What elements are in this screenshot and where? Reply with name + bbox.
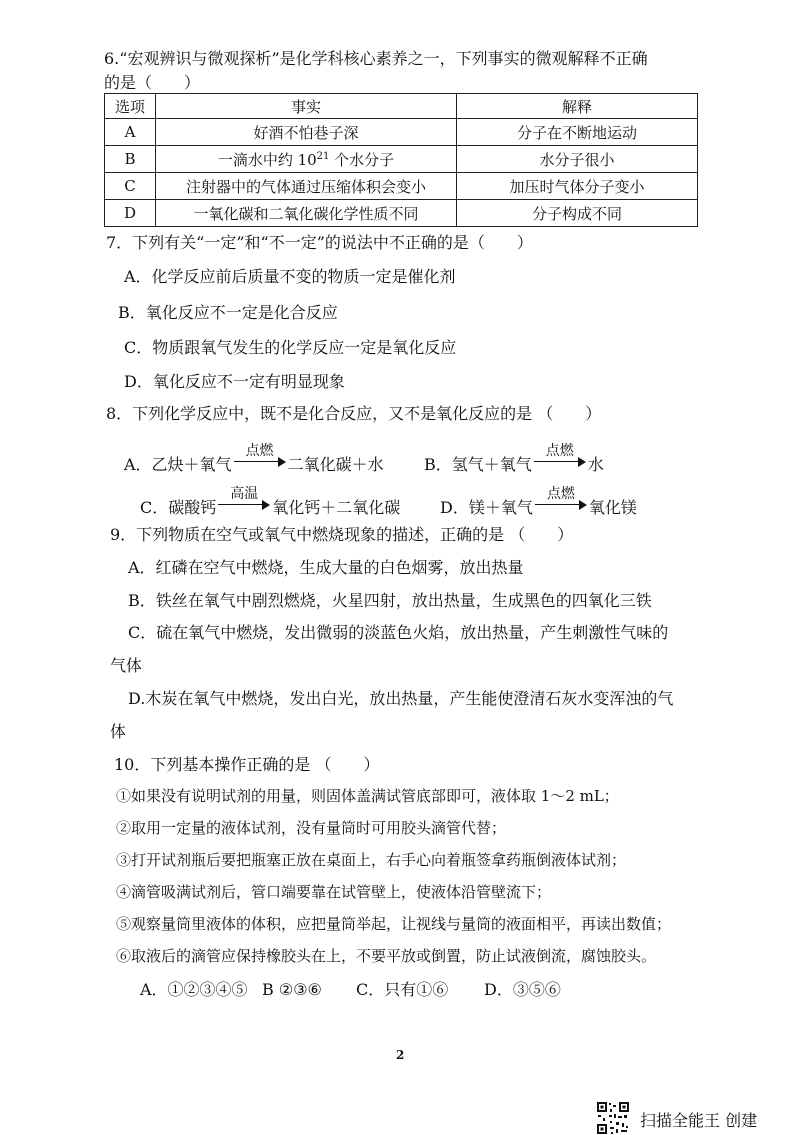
reactants: C．碳酸钙: [140, 498, 217, 517]
products: 氧化钙＋二氧化碳: [272, 498, 401, 517]
cell-fact: 好酒不怕巷子深: [156, 119, 457, 146]
cell-option: A: [105, 119, 156, 146]
q9-option-c-line1: C．硫在氧气中燃烧，发出微弱的淡蓝色火焰，放出热量，产生刺激性气味的: [128, 623, 669, 642]
q6-table: [104, 93, 698, 227]
qr-code-icon: [596, 1101, 630, 1135]
reaction-arrow: [234, 443, 286, 470]
scanner-watermark: 扫描全能王 创建: [640, 1111, 758, 1130]
fact-superscript: 21: [316, 150, 330, 162]
cell-fact: 注射器中的气体通过压缩体积会变小: [156, 173, 457, 200]
q9-option-a: A．红磷在空气中燃烧，生成大量的白色烟雾，放出热量: [128, 558, 524, 577]
q10-item-5: ⑤观察量筒里液体的体积，应把量筒举起，让视线与量筒的液面相平，再读出数值；: [116, 915, 672, 933]
q9-option-d-line1: D.木炭在氧气中燃烧，发出白光，放出热量，产生能使澄清石灰水变浑浊的气: [128, 689, 674, 708]
cell-fact: 一氧化碳和二氧化碳化学性质不同: [156, 200, 457, 227]
cell-option: D: [105, 200, 156, 227]
fact-text-post: 个水分子: [329, 150, 395, 169]
q9-stem: 9．下列物质在空气或氧气中燃烧现象的描述，正确的是 （ ）: [110, 525, 574, 544]
cell-option: B: [105, 146, 156, 173]
q10-option-d: D．③⑤⑥: [484, 980, 561, 999]
products: 氧化镁: [588, 498, 637, 517]
table-row: [105, 146, 698, 173]
cell-option: C: [105, 173, 156, 200]
reactants: A．乙炔＋氧气: [124, 455, 232, 474]
reaction-condition: 点燃: [245, 443, 274, 459]
reaction-condition: 点燃: [545, 443, 574, 459]
products: 二氧化碳＋水: [287, 455, 384, 474]
q9-option-d-line2: 体: [110, 722, 127, 741]
reactants: D．镁＋氧气: [440, 498, 533, 517]
header-fact: 事实: [156, 94, 457, 119]
q10-item-2: ②取用一定量的液体试剂，没有量筒时可用胶头滴管代替；: [116, 819, 507, 837]
reactants: B．氢气＋氧气: [424, 455, 532, 474]
page-number: 2: [396, 1048, 405, 1062]
cell-explanation: 水分子很小: [457, 146, 698, 173]
header-explanation: 解释: [457, 94, 698, 119]
table-row: [105, 119, 698, 146]
cell-fact: [156, 146, 457, 173]
q10-stem: 10．下列基本操作正确的是 （ ）: [114, 755, 380, 774]
cell-explanation: 加压时气体分子变小: [457, 173, 698, 200]
q10-item-4: ④滴管吸满试剂后，管口端要靠在试管壁上，使液体沿管壁流下；: [116, 883, 552, 901]
q7-option-a: A．化学反应前后质量不变的物质一定是催化剂: [124, 267, 456, 286]
products: 水: [587, 455, 604, 474]
q10-item-6: ⑥取液后的滴管应保持橡胶头在上，不要平放或倒置，防止试液倒流，腐蚀胶头。: [116, 947, 657, 965]
q6-stem-line2: 的是（ ）: [104, 73, 201, 92]
q7-stem: 7．下列有关“一定”和“不一定”的说法中不正确的是（ ）: [106, 233, 533, 252]
cell-explanation: 分子构成不同: [457, 200, 698, 227]
q8-option-c: [140, 486, 401, 519]
q8-option-b: [424, 443, 604, 476]
q9-option-c-line2: 气体: [110, 656, 143, 675]
header-option: 选项: [105, 94, 156, 119]
q8-stem: 8．下列化学反应中，既不是化合反应，又不是氧化反应的是 （ ）: [106, 404, 602, 423]
q7-option-b: B．氧化反应不一定是化合反应: [118, 303, 338, 322]
cell-explanation: 分子在不断地运动: [457, 119, 698, 146]
table-row: [105, 200, 698, 227]
q10-option-c: C．只有①⑥: [356, 980, 449, 999]
fact-text-pre: 一滴水中约 10: [217, 150, 317, 169]
q6-stem-line1: 6.“宏观辨识与微观探析”是化学科核心素养之一，下列事实的微观解释不正确: [104, 49, 648, 68]
q8-option-d: [440, 486, 637, 519]
reaction-condition: 高温: [230, 486, 259, 502]
table-header-row: [105, 94, 698, 119]
reaction-arrow: [535, 486, 587, 513]
q10-item-3: ③打开试剂瓶后要把瓶塞正放在桌面上，右手心向着瓶签拿药瓶倒液体试剂；: [116, 851, 627, 869]
reaction-arrow: [534, 443, 586, 470]
q10-option-b: B ②③⑥: [262, 980, 322, 999]
q10-item-1: ①如果没有说明试剂的用量，则固体盖满试管底部即可，液体取 1～2 mL；: [116, 787, 619, 805]
q7-option-c: C．物质跟氧气发生的化学反应一定是氧化反应: [124, 338, 457, 357]
reaction-condition: 点燃: [546, 486, 575, 502]
q8-option-a: [124, 443, 384, 476]
q7-option-d: D．氧化反应不一定有明显现象: [124, 372, 345, 391]
table-row: [105, 173, 698, 200]
reaction-arrow: [218, 486, 270, 513]
q9-option-b: B．铁丝在氧气中剧烈燃烧，火星四射，放出热量，生成黑色的四氧化三铁: [128, 591, 652, 610]
q10-option-a: A．①②③④⑤: [140, 980, 248, 999]
